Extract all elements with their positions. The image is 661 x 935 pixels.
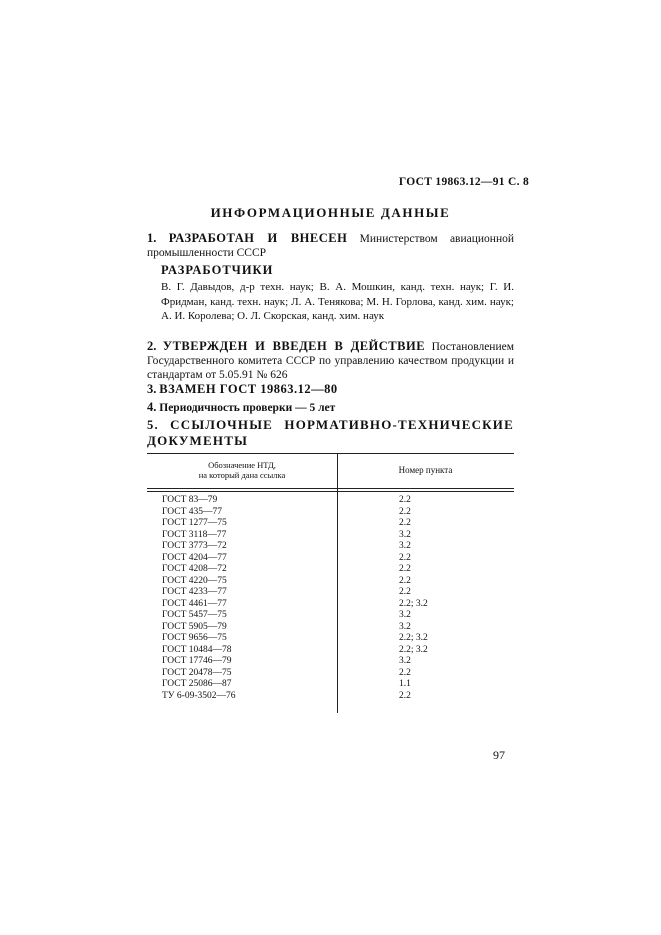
clause-number: 2.2 xyxy=(399,518,411,528)
table-row xyxy=(147,622,514,634)
table-row xyxy=(147,610,514,622)
item-number: 4. xyxy=(147,400,157,414)
ntd-designation: ГОСТ 5457—75 xyxy=(162,610,227,620)
table-row xyxy=(147,668,514,680)
table-row xyxy=(147,633,514,645)
table-header-rule-2 xyxy=(147,491,514,492)
clause-number: 2.2; 3.2 xyxy=(399,633,428,643)
reference-table xyxy=(147,453,514,713)
table-row xyxy=(147,553,514,565)
section-title: ИНФОРМАЦИОННЫЕ ДАННЫЕ xyxy=(210,205,451,220)
clause-number: 2.2 xyxy=(399,564,411,574)
column-header-clause: Номер пункта xyxy=(398,465,453,475)
item-number: 2. xyxy=(147,339,157,353)
clause-number: 2.2; 3.2 xyxy=(399,598,428,609)
ntd-designation: ГОСТ 20478—75 xyxy=(162,667,232,678)
table-row xyxy=(147,541,514,553)
item-1 xyxy=(147,231,514,260)
column-header-line: Обозначение НТД, xyxy=(208,460,276,470)
clause-number: 2.2 xyxy=(399,506,411,517)
table-row xyxy=(147,691,514,703)
ntd-designation: ГОСТ 10484—78 xyxy=(162,644,232,655)
item-3 xyxy=(147,382,514,397)
item-caps: РАЗРАБОТАН И ВНЕСЕН xyxy=(168,231,348,245)
clause-number: 3.2 xyxy=(399,621,411,632)
table-row xyxy=(147,576,514,588)
clause-number: 3.2 xyxy=(399,656,411,666)
item-caps: ССЫЛОЧНЫЕ НОРМАТИВНО-ТЕХНИЧЕСКИЕ ДОКУМЕНТЫ xyxy=(147,417,514,448)
ntd-designation: ТУ 6-09-3502—76 xyxy=(162,690,236,701)
clause-number: 2.2; 3.2 xyxy=(399,644,428,655)
clause-number: 3.2 xyxy=(399,610,411,620)
table-row xyxy=(147,587,514,599)
table-row xyxy=(147,679,514,691)
table-body xyxy=(147,495,514,702)
item-5 xyxy=(147,417,514,449)
ntd-designation: ГОСТ 9656—75 xyxy=(162,633,227,643)
table-row xyxy=(147,564,514,576)
ntd-designation: ГОСТ 4220—75 xyxy=(162,575,227,586)
ntd-designation: ГОСТ 4204—77 xyxy=(162,552,227,563)
table-top-rule xyxy=(147,453,514,454)
page-number: 97 xyxy=(493,748,505,762)
item-number: 1. xyxy=(147,231,157,245)
item-text: Периодичность проверки — 5 лет xyxy=(159,402,336,414)
table-row xyxy=(147,507,514,519)
developers-text: В. Г. Давыдов, д-р техн. наук; В. А. Мошкин, канд. техн. наук; Г. И. Фридман, канд. техн. наук; Л. А. Тенякова; М. Н. Горлова, канд. хим. наук; А. И. Королева; О. Л. Скорская, канд. хим. наук xyxy=(161,281,514,322)
table-row xyxy=(147,599,514,611)
item-caps: ВЗАМЕН ГОСТ 19863.12—80 xyxy=(159,382,338,396)
ntd-designation: ГОСТ 435—77 xyxy=(162,506,222,517)
table-row xyxy=(147,518,514,530)
ntd-designation: ГОСТ 4461—77 xyxy=(162,598,227,609)
document-header: ГОСТ 19863.12—91 С. 8 xyxy=(398,176,529,188)
table-header-rule xyxy=(147,488,514,489)
ntd-designation: ГОСТ 1277—75 xyxy=(162,518,227,528)
clause-number: 3.2 xyxy=(399,541,411,551)
table-row xyxy=(147,645,514,657)
ntd-designation: ГОСТ 25086—87 xyxy=(162,679,232,689)
item-caps: УТВЕРЖДЕН И ВВЕДЕН В ДЕЙСТВИЕ xyxy=(162,339,426,353)
item-2 xyxy=(147,339,514,382)
table-row xyxy=(147,530,514,542)
item-number: 5. xyxy=(147,418,159,432)
clause-number: 2.2 xyxy=(399,495,411,505)
ntd-designation: ГОСТ 4233—77 xyxy=(162,587,227,597)
ntd-designation: ГОСТ 83—79 xyxy=(162,495,218,505)
ntd-designation: ГОСТ 3773—72 xyxy=(162,541,227,551)
clause-number: 1.1 xyxy=(399,679,411,689)
table-row xyxy=(147,495,514,507)
clause-number: 3.2 xyxy=(399,529,411,540)
item-number: 3. xyxy=(147,382,157,396)
item-text: Постановлением Государственного комитета СССР по управлению качеством продукции и стандартам от 5.05.91 № 626 xyxy=(147,341,514,381)
item-text: Министерством авиационной промышленности СССР xyxy=(147,233,515,259)
clause-number: 2.2 xyxy=(399,587,411,597)
ntd-designation: ГОСТ 5905—79 xyxy=(162,621,227,632)
table-row xyxy=(147,656,514,668)
clause-number: 2.2 xyxy=(399,552,411,563)
ntd-designation: ГОСТ 17746—79 xyxy=(162,656,232,666)
item-4 xyxy=(147,400,514,415)
developers-heading: РАЗРАБОТЧИКИ xyxy=(161,263,274,277)
clause-number: 2.2 xyxy=(399,690,411,701)
column-header-document xyxy=(147,460,337,480)
clause-number: 2.2 xyxy=(399,667,411,678)
ntd-designation: ГОСТ 3118—77 xyxy=(162,529,227,540)
clause-number: 2.2 xyxy=(399,575,411,586)
ntd-designation: ГОСТ 4208—72 xyxy=(162,564,227,574)
column-header-line: на который дана ссылка xyxy=(198,470,286,480)
